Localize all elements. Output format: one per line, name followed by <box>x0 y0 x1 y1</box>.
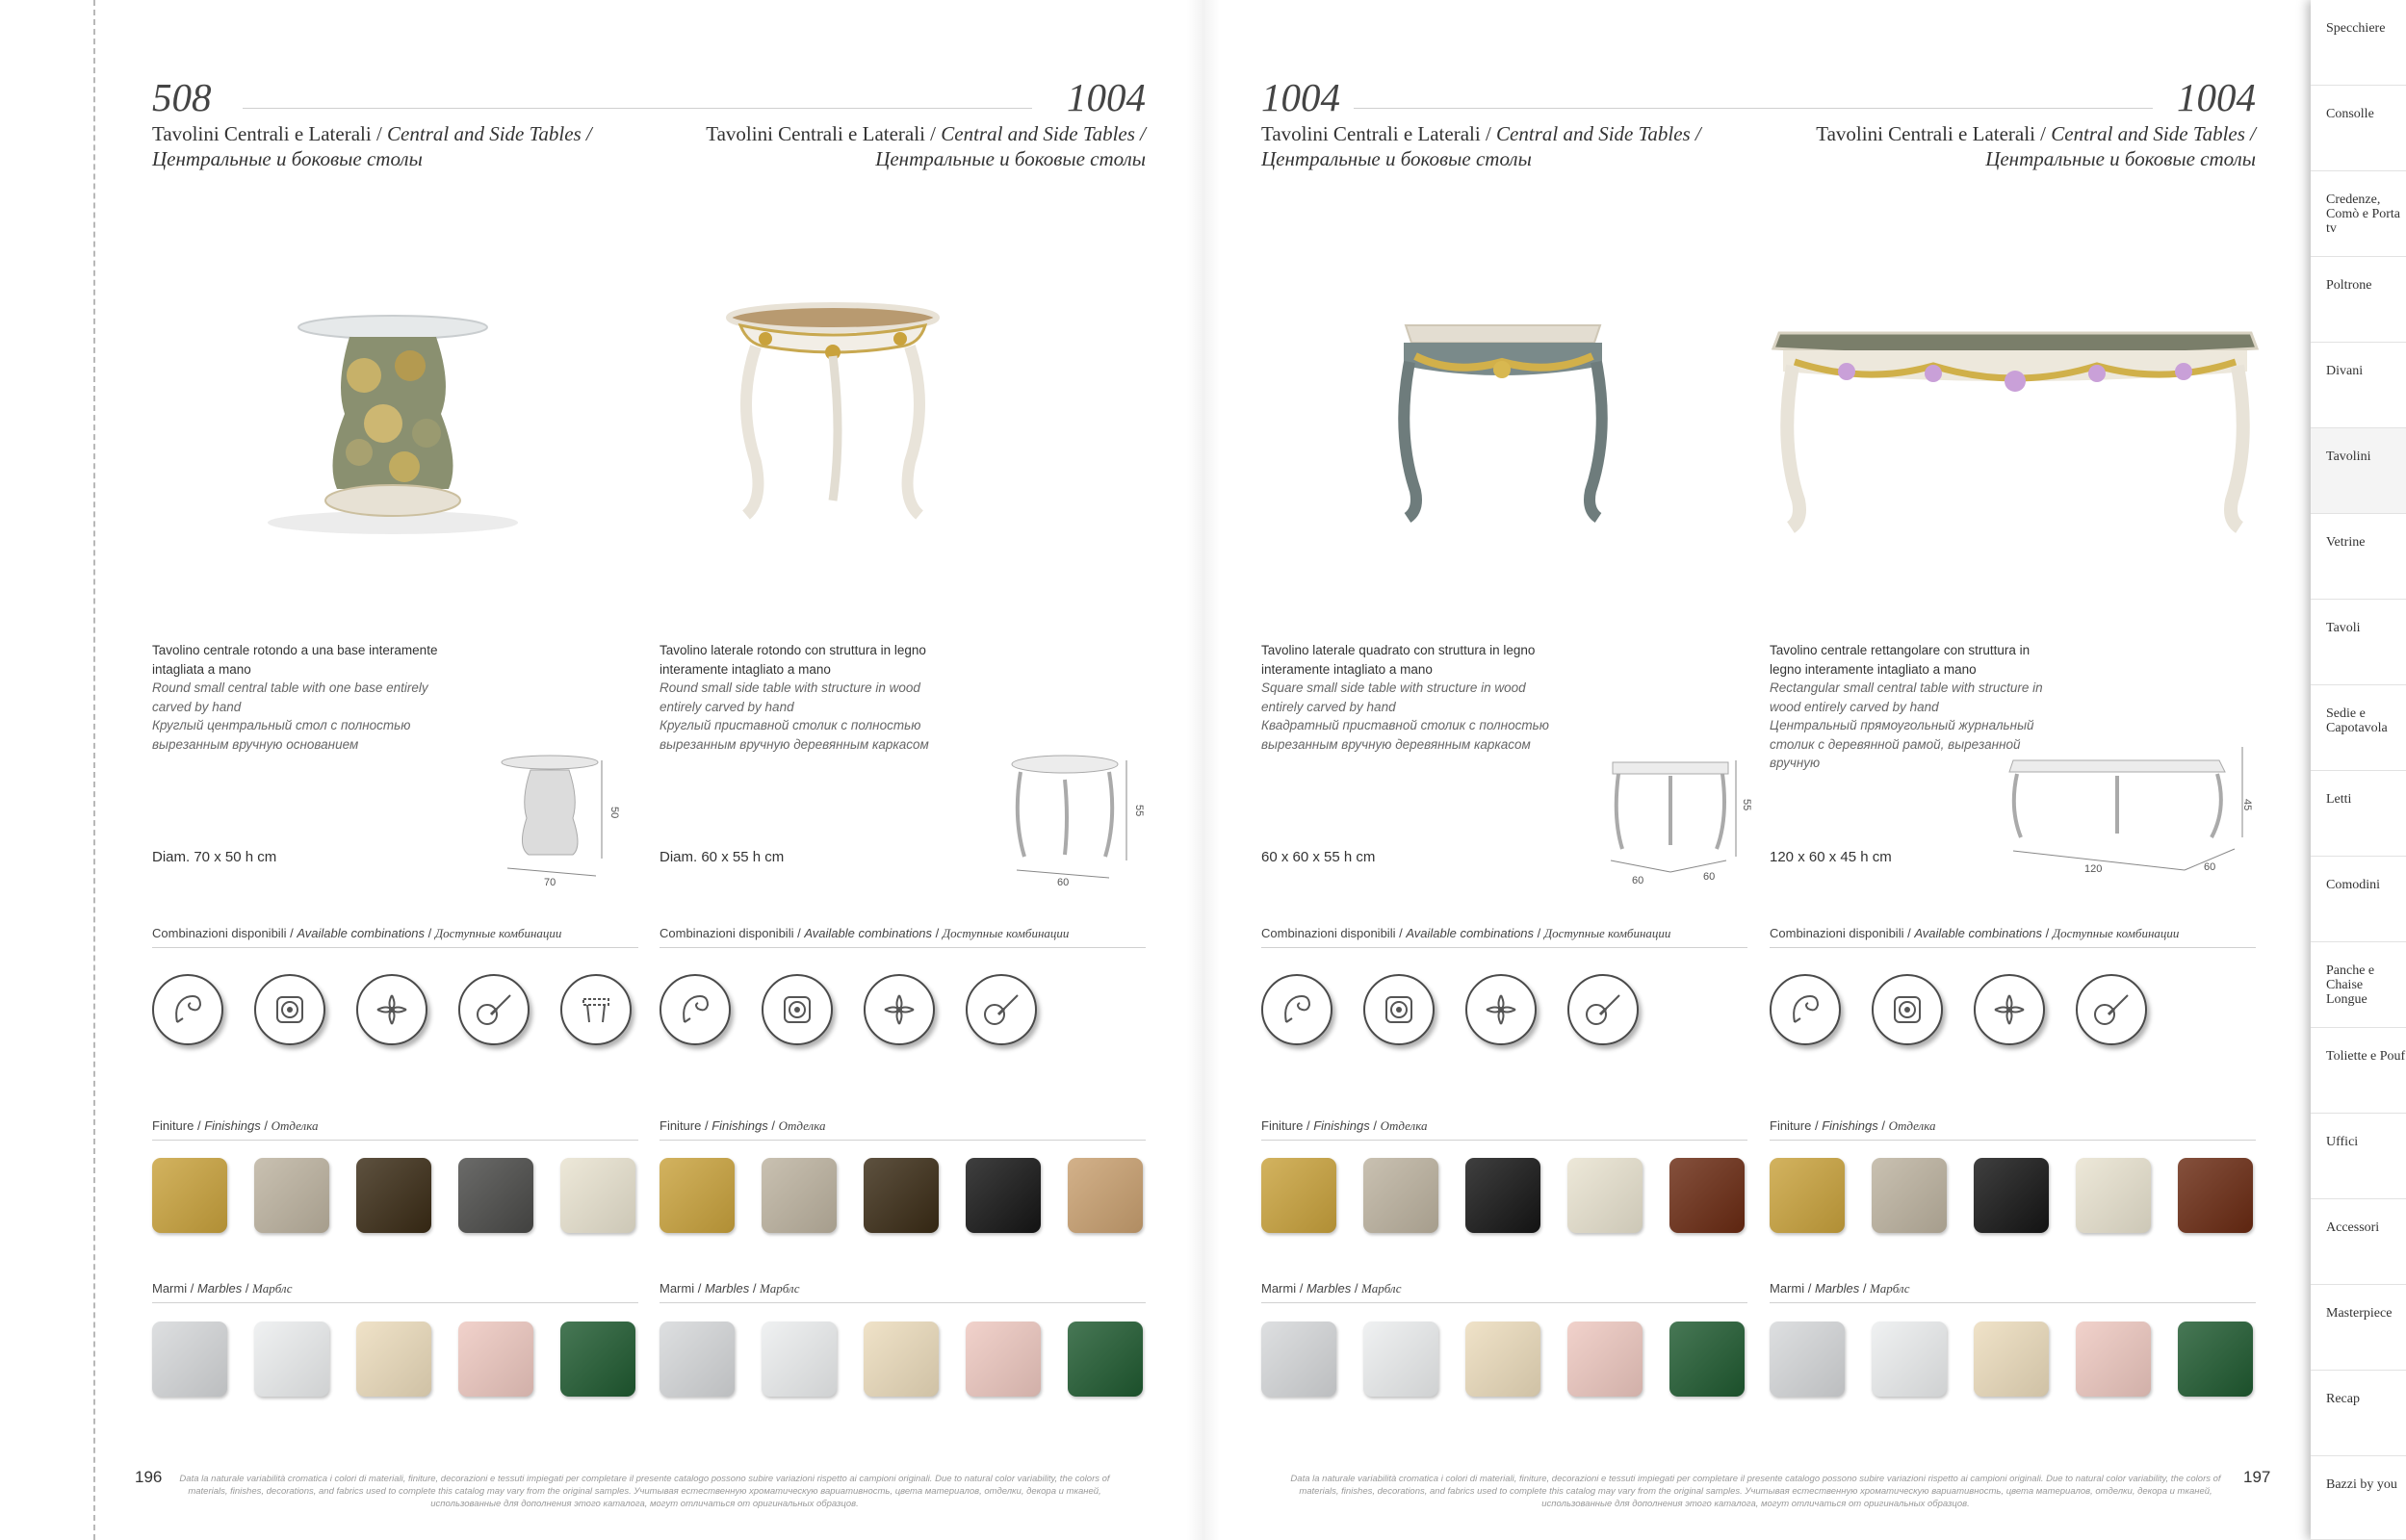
sidebar-item-panche[interactable]: Panche e Chaise Longue <box>2311 942 2406 1028</box>
marble-swatch[interactable] <box>458 1322 533 1397</box>
product-code: 1004 <box>1067 75 1146 119</box>
dimension-drawing <box>1001 741 1146 886</box>
dimension-drawing <box>494 741 638 886</box>
flower-icon[interactable] <box>1974 974 2045 1045</box>
product-code: 508 <box>152 75 212 119</box>
marble-swatch[interactable] <box>1770 1322 1845 1397</box>
scroll-carving-icon[interactable] <box>152 974 223 1045</box>
product-dimensions: Diam. 60 x 55 h cm <box>660 849 785 865</box>
sidebar-item-tavolini[interactable]: Tavolini <box>2311 428 2406 514</box>
finishings-heading: Finiture / Finishings / Отделка <box>1770 1118 2256 1141</box>
product-code: 1004 <box>1261 75 1340 119</box>
dim-label-depth: 60 <box>1703 871 1716 883</box>
product-title <box>1770 121 2256 171</box>
marble-swatch[interactable] <box>660 1322 735 1397</box>
product-dimensions: 60 x 60 x 55 h cm <box>1261 849 1376 865</box>
marble-swatch[interactable] <box>966 1322 1041 1397</box>
product-dimensions: Diam. 70 x 50 h cm <box>152 849 277 865</box>
paint-brush-icon[interactable] <box>966 974 1037 1045</box>
page-number-right: 197 <box>2243 1468 2271 1486</box>
finish-swatch[interactable] <box>458 1158 533 1233</box>
rosette-icon[interactable] <box>1363 974 1435 1045</box>
sidebar-item-credenze[interactable]: Credenze, Comò e Porta tv <box>2311 171 2406 257</box>
finishings-heading: Finiture / Finishings / Отделка <box>1261 1118 1747 1141</box>
sidebar-item-comodini[interactable]: Comodini <box>2311 857 2406 942</box>
desc-ru: Круглый центральный стол с полностью вырезанным вручную основанием <box>152 718 411 752</box>
flower-icon[interactable] <box>1465 974 1537 1045</box>
marble-swatch[interactable] <box>864 1322 939 1397</box>
finish-swatch[interactable] <box>152 1158 227 1233</box>
paint-brush-icon[interactable] <box>2076 974 2147 1045</box>
finish-swatch[interactable] <box>1363 1158 1438 1233</box>
marble-swatch[interactable] <box>560 1322 635 1397</box>
finishings-heading: Finiture / Finishings / Отделка <box>660 1118 1146 1141</box>
product-photo <box>660 270 1146 578</box>
combinations-heading: Combinazioni disponibili / Available combinations / Доступные комбинации <box>1770 926 2256 948</box>
sidebar-item-vetrine[interactable]: Vetrine <box>2311 514 2406 600</box>
dim-label-width: 70 <box>544 877 556 888</box>
title-ru: Центральные и боковые столы <box>152 147 423 170</box>
finish-swatch[interactable] <box>1974 1158 2049 1233</box>
finish-swatch[interactable] <box>660 1158 735 1233</box>
desc-ru: Квадратный приставной столик с полностью вырезанным вручную деревянным каркасом <box>1261 718 1549 752</box>
dim-label-width: 120 <box>2084 863 2103 875</box>
finish-swatch[interactable] <box>1465 1158 1540 1233</box>
product-title <box>1261 121 1747 171</box>
scroll-carving-icon[interactable] <box>660 974 731 1045</box>
title-en: Central and Side Tables / <box>1496 122 1701 145</box>
sidebar-item-letti[interactable]: Letti <box>2311 771 2406 857</box>
finish-swatch[interactable] <box>2076 1158 2151 1233</box>
marble-swatch[interactable] <box>1261 1322 1336 1397</box>
dim-label-height: 55 <box>1133 805 1145 817</box>
marble-swatch[interactable] <box>1465 1322 1540 1397</box>
product-dimensions: 120 x 60 x 45 h cm <box>1770 849 1892 865</box>
marble-swatch[interactable] <box>2076 1322 2151 1397</box>
title-ru: Центральные и боковые столы <box>1985 147 2256 170</box>
product-description <box>660 641 953 754</box>
dim-label-height: 50 <box>608 807 620 819</box>
dim-label-depth: 60 <box>2204 861 2216 873</box>
finishings-heading: Finiture / Finishings / Отделка <box>152 1118 638 1141</box>
finish-swatch[interactable] <box>1261 1158 1336 1233</box>
finish-swatch[interactable] <box>560 1158 635 1233</box>
title-it: Tavolini Centrali e Laterali / <box>1816 122 2052 145</box>
glass-top-icon[interactable] <box>560 974 632 1045</box>
title-en: Central and Side Tables / <box>2051 122 2256 145</box>
marble-swatch[interactable] <box>2178 1322 2253 1397</box>
marble-swatch[interactable] <box>1567 1322 1643 1397</box>
scroll-carving-icon[interactable] <box>1261 974 1332 1045</box>
product-code: 1004 <box>2177 75 2256 119</box>
marble-swatch[interactable] <box>356 1322 431 1397</box>
finish-swatch[interactable] <box>1872 1158 1947 1233</box>
rosette-icon[interactable] <box>254 974 325 1045</box>
marbles-heading: Marmi / Marbles / Марблс <box>152 1281 638 1303</box>
sidebar-item-poltrone[interactable]: Poltrone <box>2311 257 2406 343</box>
product-508 <box>152 0 638 1540</box>
category-sidebar <box>2311 0 2406 1540</box>
finish-swatch[interactable] <box>356 1158 431 1233</box>
finish-swatch[interactable] <box>1068 1158 1143 1233</box>
sidebar-item-tavoli[interactable]: Tavoli <box>2311 600 2406 685</box>
dim-label-height: 55 <box>1741 799 1752 811</box>
desc-en: Round small central table with one base entirely carved by hand <box>152 680 428 714</box>
finish-swatch[interactable] <box>1669 1158 1745 1233</box>
sidebar-item-recap[interactable]: Recap <box>2311 1371 2406 1456</box>
title-ru: Центральные и боковые столы <box>875 147 1146 170</box>
sidebar-item-toliette[interactable]: Toliette e Pouf <box>2311 1028 2406 1114</box>
desc-it: Tavolino centrale rotondo a una base interamente intagliata a mano <box>152 643 438 677</box>
scroll-carving-icon[interactable] <box>1770 974 1841 1045</box>
desc-it: Tavolino laterale rotondo con struttura in legno interamente intagliato a mano <box>660 643 926 677</box>
sidebar-item-accessori[interactable]: Accessori <box>2311 1199 2406 1285</box>
left-dashed-edge <box>93 0 95 1540</box>
desc-ru: Круглый приставной столик с полностью вырезанным вручную деревянным каркасом <box>660 718 929 752</box>
finish-swatch[interactable] <box>762 1158 837 1233</box>
marbles-heading: Marmi / Marbles / Марблс <box>1261 1281 1747 1303</box>
marble-swatch[interactable] <box>1872 1322 1947 1397</box>
paint-brush-icon[interactable] <box>1567 974 1639 1045</box>
product-title <box>152 121 638 171</box>
desc-it: Tavolino centrale rettangolare con struttura in legno interamente intagliato a mano <box>1770 643 2031 677</box>
page-spine <box>1187 0 1220 1540</box>
dimension-drawing <box>1603 741 1752 886</box>
product-1004-square <box>1261 0 1752 1540</box>
rosette-icon[interactable] <box>762 974 833 1045</box>
marble-swatch[interactable] <box>1068 1322 1143 1397</box>
marble-swatch[interactable] <box>254 1322 329 1397</box>
sidebar-item-divani[interactable]: Divani <box>2311 343 2406 428</box>
title-it: Tavolini Centrali e Laterali / <box>152 122 388 145</box>
sidebar-item-bazzi-by-you[interactable]: Bazzi by you <box>2311 1456 2406 1540</box>
product-title <box>660 121 1146 171</box>
dim-label-width: 60 <box>1632 875 1644 886</box>
product-description <box>1261 641 1555 754</box>
marble-swatch[interactable] <box>762 1322 837 1397</box>
finish-swatch[interactable] <box>1567 1158 1643 1233</box>
marble-swatch[interactable] <box>152 1322 227 1397</box>
desc-it: Tavolino laterale quadrato con struttura in legno interamente intagliato a mano <box>1261 643 1536 677</box>
finish-swatch[interactable] <box>254 1158 329 1233</box>
sidebar-item-masterpiece[interactable]: Masterpiece <box>2311 1285 2406 1371</box>
marble-swatch[interactable] <box>1974 1322 2049 1397</box>
marbles-heading: Marmi / Marbles / Марблс <box>1770 1281 2256 1303</box>
product-photo <box>152 270 638 578</box>
product-photo <box>1770 270 2256 578</box>
color-disclaimer-right: Data la naturale variabilità cromatica i colori di materiali, finiture, decorazioni e tessuti impiegati per completare il presente catalogo possono subire variazioni rispetto ai campioni originali. Due to natural color variability, the colors of materials, finishes, decorations, and fabrics used to complete this catalog may vary from the original samples. Учитывая естественную хроматическую вариативность, цвета материалов, отделки, декора и тканей, использованные для дополнения этого каталога, могут отличаться от оригинальных образцов. <box>1290 1474 2221 1509</box>
marble-swatch[interactable] <box>1363 1322 1438 1397</box>
page-number-left: 196 <box>135 1468 163 1486</box>
dim-label-width: 60 <box>1057 877 1070 888</box>
title-ru: Центральные и боковые столы <box>1261 147 1532 170</box>
combinations-heading: Combinazioni disponibili / Available combinations / Доступные комбинации <box>152 926 638 948</box>
sidebar-item-specchiere[interactable]: Specchiere <box>2311 0 2406 86</box>
rosette-icon[interactable] <box>1872 974 1943 1045</box>
product-1004-round <box>660 0 1146 1540</box>
paint-brush-icon[interactable] <box>458 974 530 1045</box>
title-en: Central and Side Tables / <box>941 122 1146 145</box>
desc-ru: Центральный прямоугольный журнальный столик с деревянной рамой, вырезанной вручную <box>1770 718 2034 770</box>
marbles-heading: Marmi / Marbles / Марблс <box>660 1281 1146 1303</box>
color-disclaimer-left: Data la naturale variabilità cromatica i colori di materiali, finiture, decorazioni e tessuti impiegati per completare il presente catalogo possono subire variazioni rispetto ai campioni originali. Due to natural color variability, the colors of materials, finishes, decorations, and fabrics used to complete this catalog may vary from the original samples. Учитывая естественную хроматическую вариативность, цвета материалов, отделки, декора и тканей, использованные для дополнения этого каталога, могут отличаться от оригинальных образцов. <box>179 1474 1110 1509</box>
finish-swatch[interactable] <box>1770 1158 1845 1233</box>
finish-swatch[interactable] <box>864 1158 939 1233</box>
sidebar-item-consolle[interactable]: Consolle <box>2311 86 2406 171</box>
title-it: Tavolini Centrali e Laterali / <box>1261 122 1497 145</box>
product-1004-rectangular <box>1770 0 2256 1540</box>
desc-en: Round small side table with structure in wood entirely carved by hand <box>660 680 920 714</box>
product-description <box>152 641 446 754</box>
dimension-drawing <box>2005 741 2256 886</box>
dim-label-height: 45 <box>2241 799 2253 811</box>
flower-icon[interactable] <box>864 974 935 1045</box>
finish-swatch[interactable] <box>2178 1158 2253 1233</box>
desc-en: Rectangular small central table with structure in wood entirely carved by hand <box>1770 680 2043 714</box>
sidebar-item-uffici[interactable]: Uffici <box>2311 1114 2406 1199</box>
combinations-heading: Combinazioni disponibili / Available combinations / Доступные комбинации <box>1261 926 1747 948</box>
finish-swatch[interactable] <box>966 1158 1041 1233</box>
marble-swatch[interactable] <box>1669 1322 1745 1397</box>
product-photo <box>1261 270 1747 578</box>
title-en: Central and Side Tables / <box>387 122 592 145</box>
sidebar-item-sedie[interactable]: Sedie e Capotavola <box>2311 685 2406 771</box>
flower-icon[interactable] <box>356 974 427 1045</box>
combinations-heading: Combinazioni disponibili / Available combinations / Доступные комбинации <box>660 926 1146 948</box>
desc-en: Square small side table with structure in wood entirely carved by hand <box>1261 680 1526 714</box>
title-it: Tavolini Centrali e Laterali / <box>706 122 942 145</box>
